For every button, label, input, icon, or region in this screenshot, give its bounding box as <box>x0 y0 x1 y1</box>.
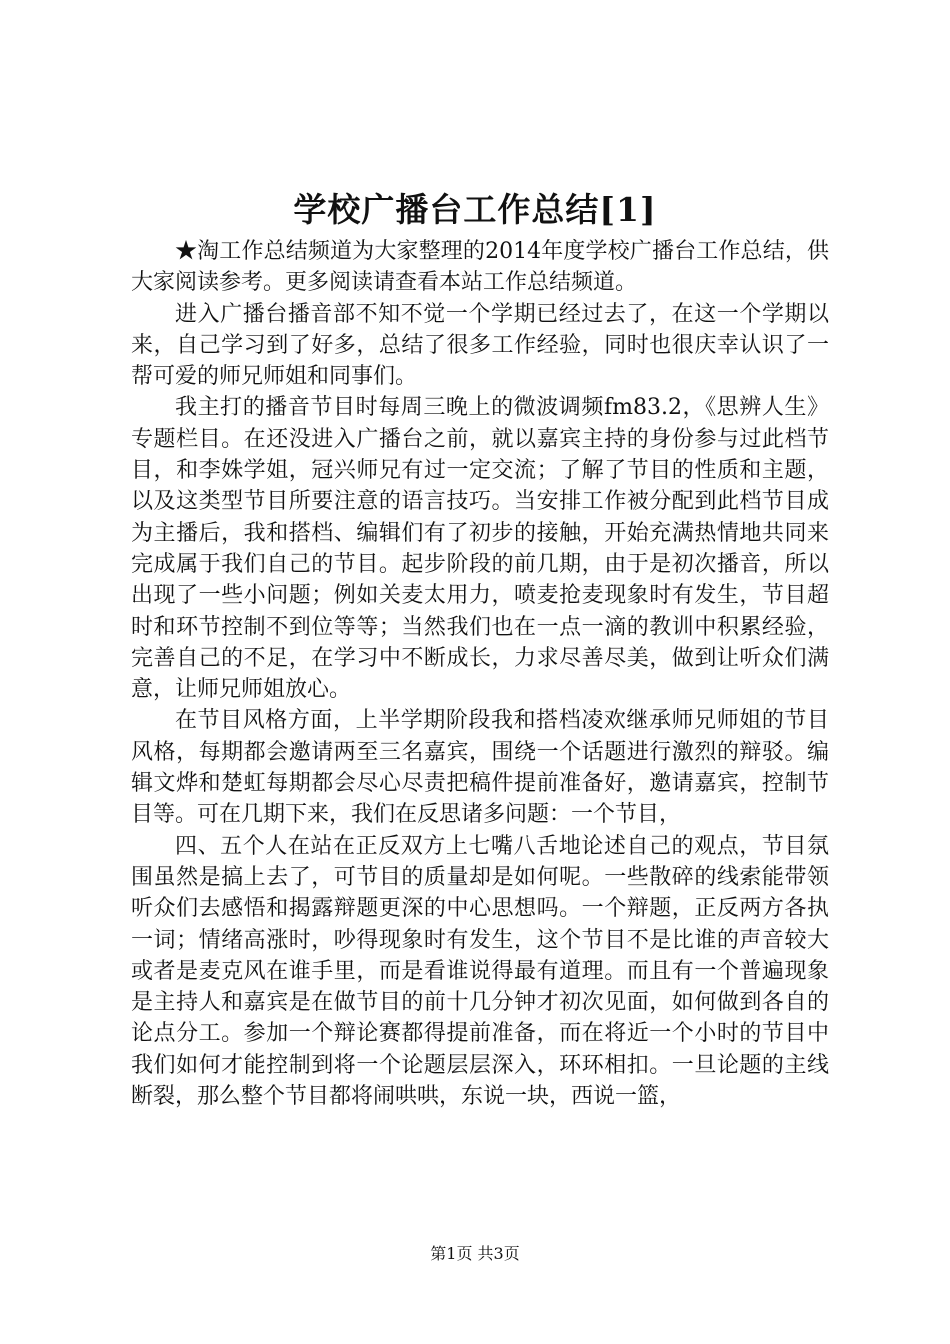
page-number: 第1页 共3页 <box>430 1244 520 1263</box>
document-body <box>131 236 829 1112</box>
paragraph-intro: ★淘工作总结频道为大家整理的2014年度学校广播台工作总结，供大家阅读参考。更多阅读请查看本站工作总结频道。 <box>131 239 829 296</box>
document-title: 学校广播台工作总结[1] <box>293 190 657 229</box>
paragraph-style: 在节目风格方面，上半学期阶段我和搭档凌欢继承师兄师姐的节目风格，每期都会邀请两至三名嘉宾，围绕一个话题进行激烈的辩驳。编辑文烨和楚虹每期都会尽心尽责把稿件提前准备好，邀请嘉宾，控制节目等。可在几期下来，我们在反思诸多问题：一个节目， <box>131 708 829 828</box>
paragraph-program: 我主打的播音节目时每周三晚上的微波调频fm83.2，《思辨人生》专题栏目。在还没进入广播台之前，就以嘉宾主持的身份参与过此档节目，和李姝学姐，冠兴师兄有过一定交流；了解了节目的性质和主题，以及这类型节目所要注意的语言技巧。当安排工作被分配到此档节目成为主播后，我和搭档、编辑们有了初步的接触，开始充满热情地共同来完成属于我们自己的节目。起步阶段的前几期，由于是初次播音，所以出现了一些小问题；例如关麦太用力，喷麦抢麦现象时有发生，节目超时和环节控制不到位等等；当然我们也在一点一滴的教训中积累经验，完善自己的不足，在学习中不断成长，力求尽善尽美，做到让听众们满意，让师兄师姐放心。 <box>131 395 829 703</box>
paragraph-reflection: 四、五个人在站在正反双方上七嘴八舌地论述自己的观点，节目氛围虽然是搞上去了，可节目的质量却是如何呢。一些散碎的线索能带领听众们去感悟和揭露辩题更深的中心思想吗。一个辩题，正反两方各执一词；情绪高涨时，吵得现象时有发生，这个节目不是比谁的声音较大或者是麦克风在谁手里，而是看谁说得最有道理。而且有一个普遍现象是主持人和嘉宾是在做节目的前十几分钟才初次见面，如何做到各自的论点分工。参加一个辩论赛都得提前准备，而在将近一个小时的节目中我们如何才能控制到将一个论题层层深入，环环相扣。一旦论题的主线断裂，那么整个节目都将闹哄哄，东说一块，西说一篮， <box>131 833 829 1110</box>
paragraph-joining: 进入广播台播音部不知不觉一个学期已经过去了，在这一个学期以来，自己学习到了好多，总结了很多工作经验，同时也很庆幸认识了一帮可爱的师兄师姐和同事们。 <box>131 301 829 390</box>
